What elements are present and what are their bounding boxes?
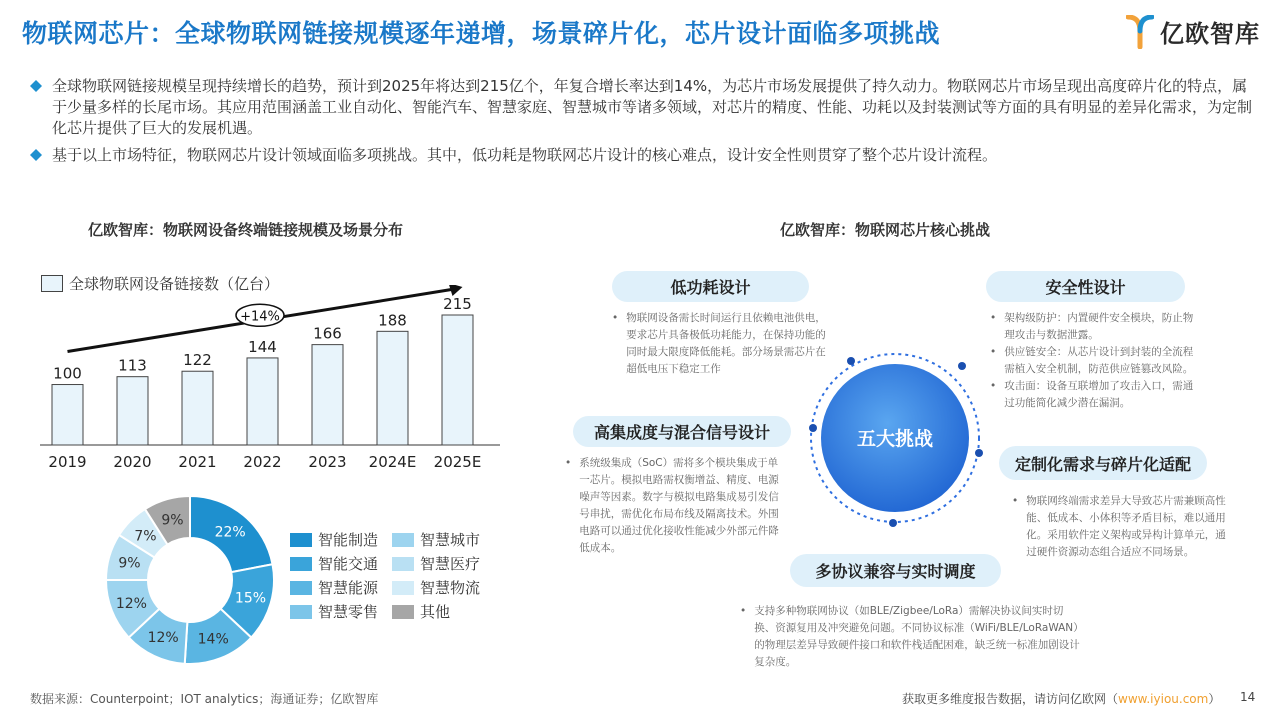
x-tick-label: 2024E <box>368 453 417 471</box>
donut-value-label: 22% <box>214 524 246 541</box>
node-dot <box>809 424 817 432</box>
data-source: 数据来源：Counterpoint；IOT analytics；海通证券；亿欧智库 <box>30 692 379 706</box>
legend-label: 智慧医疗 <box>420 555 481 573</box>
desc-item: • 物联网设备需长时间运行且依赖电池供电，要求芯片具备极低功耗能力，在保持功能的同时最大限度降低能耗。部分场景需芯片在超低电压下稳定工作 <box>612 310 830 378</box>
donut-legend-item <box>290 554 392 573</box>
legend-swatch <box>392 581 414 595</box>
bar-value-label: 113 <box>118 356 147 375</box>
challenge-integration-title: 高集成度与混合信号设计 <box>573 416 791 447</box>
desc-text: 物联网终端需求差异大导致芯片需兼顾高性能、低成本、小体积等矛盾目标，难以通用化。采用软件定义架构或异构计算单元，通过硬件资源动态组合适应不同场景。 <box>1026 495 1226 558</box>
node-dot <box>958 362 966 370</box>
legend-swatch <box>290 605 312 619</box>
legend-label: 智慧能源 <box>318 579 379 597</box>
growth-label: +14% <box>240 309 280 325</box>
bar <box>312 345 343 445</box>
legend-swatch <box>290 557 312 571</box>
donut-legend-item <box>392 554 494 573</box>
legend-swatch <box>392 605 414 619</box>
page-title: 物联网芯片：全球物联网链接规模逐年递增，场景碎片化，芯片设计面临多项挑战 <box>22 19 941 48</box>
donut-legend-item <box>392 530 494 549</box>
challenge-customization-title: 定制化需求与碎片化适配 <box>999 446 1207 480</box>
x-tick-label: 2019 <box>48 453 87 471</box>
logo-text: 亿欧智库 <box>1160 20 1260 48</box>
challenge-security-title: 安全性设计 <box>986 271 1185 302</box>
bar-value-label: 144 <box>248 337 277 356</box>
desc-text: 供应链安全：从芯片设计到封装的全流程需植入安全机制，防范供应链篡改风险。 <box>1004 346 1194 375</box>
donut-legend-item <box>392 602 494 621</box>
node-dot <box>847 357 855 365</box>
desc-item: • 支持多种物联网协议（如BLE/Zigbee/LoRa）需解决协议间实时切换、资源复用及冲突避免问题。不同协议标准（WiFi/BLE/LoRaWAN）的物理层差异导致硬件接口和软件栈适配困难，缺乏统一标准加剧设计复杂度。 <box>740 603 1080 671</box>
bar <box>117 377 148 445</box>
legend-swatch <box>290 533 312 547</box>
donut-value-label: 9% <box>118 555 141 572</box>
desc-item: • 系统级集成（SoC）需将多个模块集成于单一芯片。模拟电路需权衡增益、精度、电源噪声等因素。数字与模拟电路集成易引发信号串扰，需优化布局布线及隔离技术。外围电路可以通过优化接收性能减少外部元件降低成本。 <box>565 455 783 557</box>
bullet-text: 基于以上市场特征，物联网芯片设计领域面临多项挑战。其中，低功耗是物联网芯片设计的核心难点，设计安全性则贯穿了整个芯片设计流程。 <box>52 146 998 164</box>
bullet-item <box>30 76 1255 139</box>
legend-label: 智能交通 <box>318 555 379 573</box>
challenge-integration-desc <box>565 455 783 557</box>
donut-legend-item <box>290 602 392 621</box>
legend-label: 智能制造 <box>318 531 379 549</box>
diamond-bullet-icon <box>30 80 42 92</box>
x-tick-label: 2023 <box>308 453 347 471</box>
donut-value-label: 9% <box>161 512 184 529</box>
footer-link[interactable]: www.iyiou.com <box>1118 692 1209 706</box>
footer-note <box>902 690 1220 707</box>
desc-text: 支持多种物联网协议（如BLE/Zigbee/LoRa）需解决协议间实时切换、资源复用及冲突避免问题。不同协议标准（WiFi/BLE/LoRaWAN）的物理层差异导致硬件接口和软件栈适配困难，缺乏统一标准加剧设计复杂度。 <box>754 605 1080 668</box>
bar <box>52 385 83 445</box>
bar-value-label: 100 <box>53 364 82 383</box>
bullet-text: 全球物联网链接规模呈现持续增长的趋势，预计到2025年将达到215亿个，年复合增长率达到14%，为芯片市场发展提供了持久动力。物联网芯片市场呈现出高度碎片化的特点，属于少量多样的长尾市场。其应用范围涵盖工业自动化、智能汽车、智慧家庭、智慧城市等诸多领域，对芯片的精度、性能、功耗以及封装测试等方面的具有明显的差异化需求，为定制化芯片提供了巨大的发展机遇。 <box>52 77 1253 137</box>
bullet-item <box>30 145 1255 166</box>
donut-chart <box>100 490 280 670</box>
bar <box>377 331 408 445</box>
desc-item: • 物联网终端需求差异大导致芯片需兼顾高性能、低成本、小体积等矛盾目标，难以通用化。采用软件定义架构或异构计算单元，通过硬件资源动态组合适应不同场景。 <box>1012 493 1232 561</box>
donut-legend-item <box>392 578 494 597</box>
footer-prefix: 获取更多维度报告数据，请访问亿欧网（ <box>902 692 1119 706</box>
node-dot <box>889 519 897 527</box>
bar-value-label: 188 <box>378 311 407 330</box>
challenge-low-power-desc <box>612 310 830 378</box>
x-tick-label: 2021 <box>178 453 217 471</box>
donut-legend-item <box>290 530 392 549</box>
center-label: 五大挑战 <box>856 428 933 450</box>
desc-item: • 架构级防护：内置硬件安全模块，防止物理攻击与数据泄露。 <box>990 310 1202 344</box>
x-tick-label: 2020 <box>113 453 152 471</box>
desc-item: • 供应链安全：从芯片设计到封装的全流程需植入安全机制，防范供应链篡改风险。 <box>990 344 1202 378</box>
donut-legend-item <box>290 578 392 597</box>
challenge-protocol-desc <box>740 603 1080 671</box>
x-tick-label: 2025E <box>433 453 482 471</box>
node-dot <box>975 449 983 457</box>
donut-value-label: 14% <box>197 631 229 648</box>
intro-bullets <box>30 76 1255 172</box>
donut-value-label: 12% <box>115 596 147 613</box>
footer-suffix: ） <box>1208 692 1221 706</box>
legend-swatch <box>392 557 414 571</box>
challenge-low-power-title: 低功耗设计 <box>612 271 809 302</box>
x-tick-label: 2022 <box>243 453 282 471</box>
legend-label: 智慧城市 <box>420 531 481 549</box>
desc-text: 系统级集成（SoC）需将多个模块集成于单一芯片。模拟电路需权衡增益、精度、电源噪声等因素。数字与模拟电路集成易引发信号串扰，需优化布局布线及隔离技术。外围电路可以通过优化接收性能减少外部元件降低成本。 <box>579 457 779 554</box>
bar-legend-label: 全球物联网设备链接数（亿台） <box>69 275 280 293</box>
diamond-bullet-icon <box>30 149 42 161</box>
legend-swatch <box>392 533 414 547</box>
desc-text: 架构级防护：内置硬件安全模块，防止物理攻击与数据泄露。 <box>1004 312 1194 341</box>
bar <box>182 371 213 445</box>
desc-text: 攻击面：设备互联增加了攻击入口，需通过功能简化减少潜在漏洞。 <box>1004 380 1194 409</box>
bar <box>247 358 278 445</box>
legend-label: 其他 <box>420 603 451 621</box>
desc-text: 物联网设备需长时间运行且依赖电池供电，要求芯片具备极低功耗能力，在保持功能的同时最大限度降低能耗。部分场景需芯片在超低电压下稳定工作 <box>626 312 826 375</box>
donut-value-label: 7% <box>134 528 157 545</box>
legend-label: 智慧物流 <box>420 579 481 597</box>
legend-swatch <box>290 581 312 595</box>
donut-value-label: 12% <box>147 630 179 647</box>
donut-value-label: 15% <box>234 590 267 607</box>
logo <box>1126 14 1260 49</box>
bar <box>442 315 473 445</box>
donut-legend <box>290 530 494 621</box>
desc-item: • 攻击面：设备互联增加了攻击入口，需通过功能简化减少潜在漏洞。 <box>990 378 1202 412</box>
page-number: 14 <box>1240 690 1256 704</box>
right-section-title: 亿欧智库：物联网芯片核心挑战 <box>780 221 991 239</box>
challenge-customization-desc <box>1012 493 1232 561</box>
challenge-protocol-title: 多协议兼容与实时调度 <box>790 554 1001 587</box>
bar-value-label: 166 <box>313 324 342 343</box>
bar-chart <box>30 285 510 485</box>
bar-value-label: 122 <box>183 351 212 370</box>
left-section-title: 亿欧智库：物联网设备终端链接规模及场景分布 <box>88 221 404 239</box>
bar-value-label: 215 <box>443 295 472 313</box>
logo-mark-icon <box>1126 15 1154 49</box>
challenge-security-desc <box>990 310 1202 412</box>
legend-label: 智慧零售 <box>318 603 379 621</box>
